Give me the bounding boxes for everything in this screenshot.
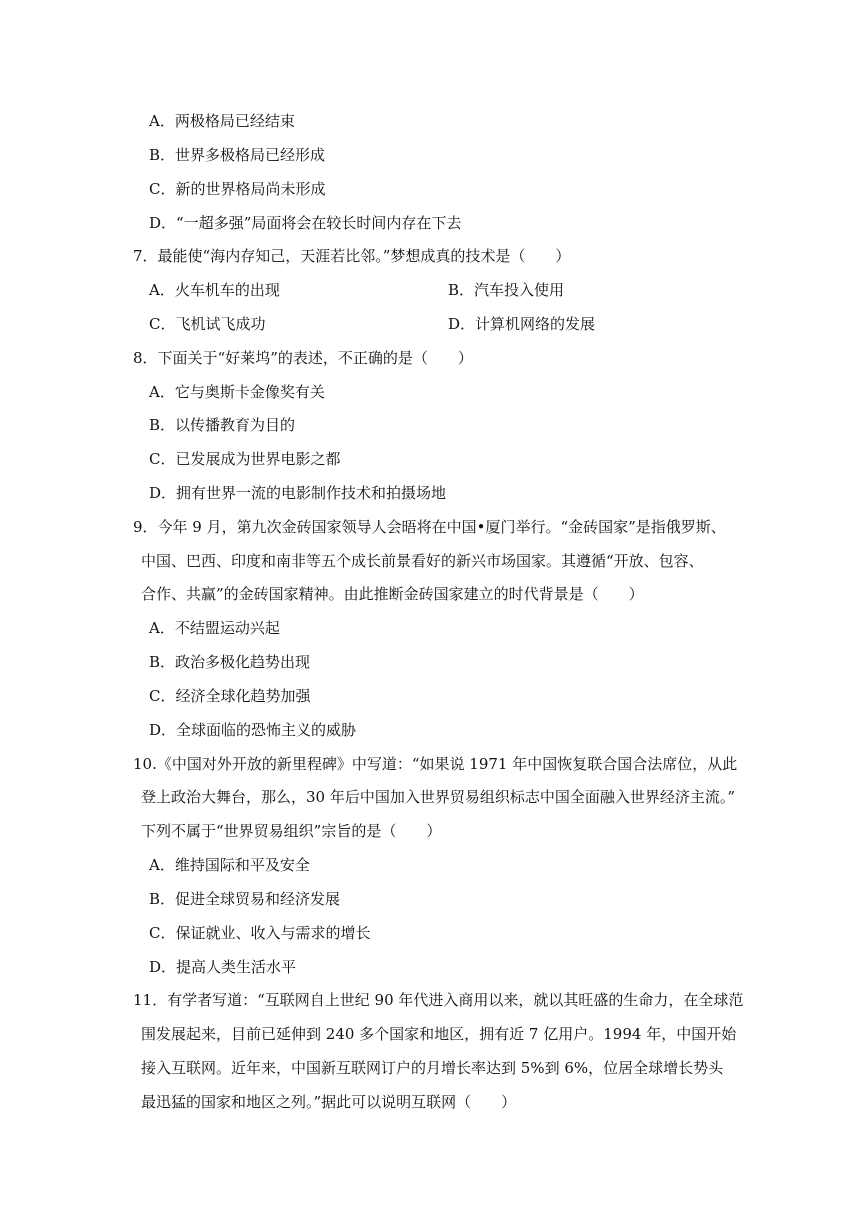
q10-option-b: B．促进全球贸易和经济发展: [149, 890, 341, 908]
q7-stem: 7．最能使“海内存知己，天涯若比邻。”梦想成真的技术是（ ）: [133, 247, 571, 265]
q8-stem: 8．下面关于“好莱坞”的表述，不正确的是（ ）: [133, 349, 473, 367]
q7-option-c: C．飞机试飞成功: [149, 315, 266, 333]
q7-option-b: B．汽车投入使用: [448, 281, 565, 299]
q6-option-b: B．世界多极格局已经形成: [149, 146, 326, 164]
q11-stem-line-2: 围发展起来，目前已延伸到 240 多个国家和地区，拥有近 7 亿用户。1994 年，中国开始: [141, 1025, 737, 1043]
q6-option-d: D．“一超多强”局面将会在较长时间内存在下去: [149, 214, 462, 232]
q10-option-c: C．保证就业、收入与需求的增长: [149, 924, 371, 942]
q10-stem-line-1: 10.《中国对外开放的新里程碑》中写道：“如果说 1971 年中国恢复联合国合法席位，从此: [133, 755, 738, 773]
q11-stem-line-1: 11．有学者写道：“互联网自上世纪 90 年代进入商用以来，就以其旺盛的生命力，在全球范: [133, 991, 744, 1009]
q11-stem-line-3: 接入互联网。近年来，中国新互联网订户的月增长率达到 5%到 6%，位居全球增长势头: [141, 1059, 724, 1077]
q9-option-b: B．政治多极化趋势出现: [149, 653, 311, 671]
q10-stem-line-2: 登上政治大舞台，那么，30 年后中国加入世界贸易组织标志中国全面融入世界经济主流。”: [141, 788, 736, 806]
q8-option-a: A．它与奥斯卡金像奖有关: [149, 383, 325, 401]
q9-stem-line-1: 9．今年 9 月，第九次金砖国家领导人会晤将在中国•厦门举行。“金砖国家”是指俄罗斯、: [133, 518, 726, 536]
q8-option-c: C．已发展成为世界电影之都: [149, 450, 341, 468]
q7-option-d: D．计算机网络的发展: [448, 315, 596, 333]
q9-option-c: C．经济全球化趋势加强: [149, 687, 311, 705]
q6-option-c: C．新的世界格局尚未形成: [149, 180, 326, 198]
q9-option-a: A．不结盟运动兴起: [149, 619, 280, 637]
q9-stem-line-2: 中国、巴西、印度和南非等五个成长前景看好的新兴市场国家。其遵循“开放、包容、: [141, 552, 704, 570]
q10-stem-line-3: 下列不属于“世界贸易组织”宗旨的是（ ）: [141, 822, 442, 840]
q11-stem-line-4: 最迅猛的国家和地区之列。”据此可以说明互联网（ ）: [141, 1093, 517, 1111]
q10-option-d: D．提高人类生活水平: [149, 958, 297, 976]
q10-option-a: A．维持国际和平及安全: [149, 856, 310, 874]
q7-option-a: A．火车机车的出现: [149, 281, 280, 299]
q9-option-d: D．全球面临的恐怖主义的威胁: [149, 721, 357, 739]
q9-stem-line-3: 合作、共赢”的金砖国家精神。由此推断金砖国家建立的时代背景是（ ）: [141, 585, 644, 603]
q8-option-d: D．拥有世界一流的电影制作技术和拍摄场地: [149, 484, 447, 502]
q8-option-b: B．以传播教育为目的: [149, 416, 296, 434]
q6-option-a: A．两极格局已经结束: [149, 112, 295, 130]
